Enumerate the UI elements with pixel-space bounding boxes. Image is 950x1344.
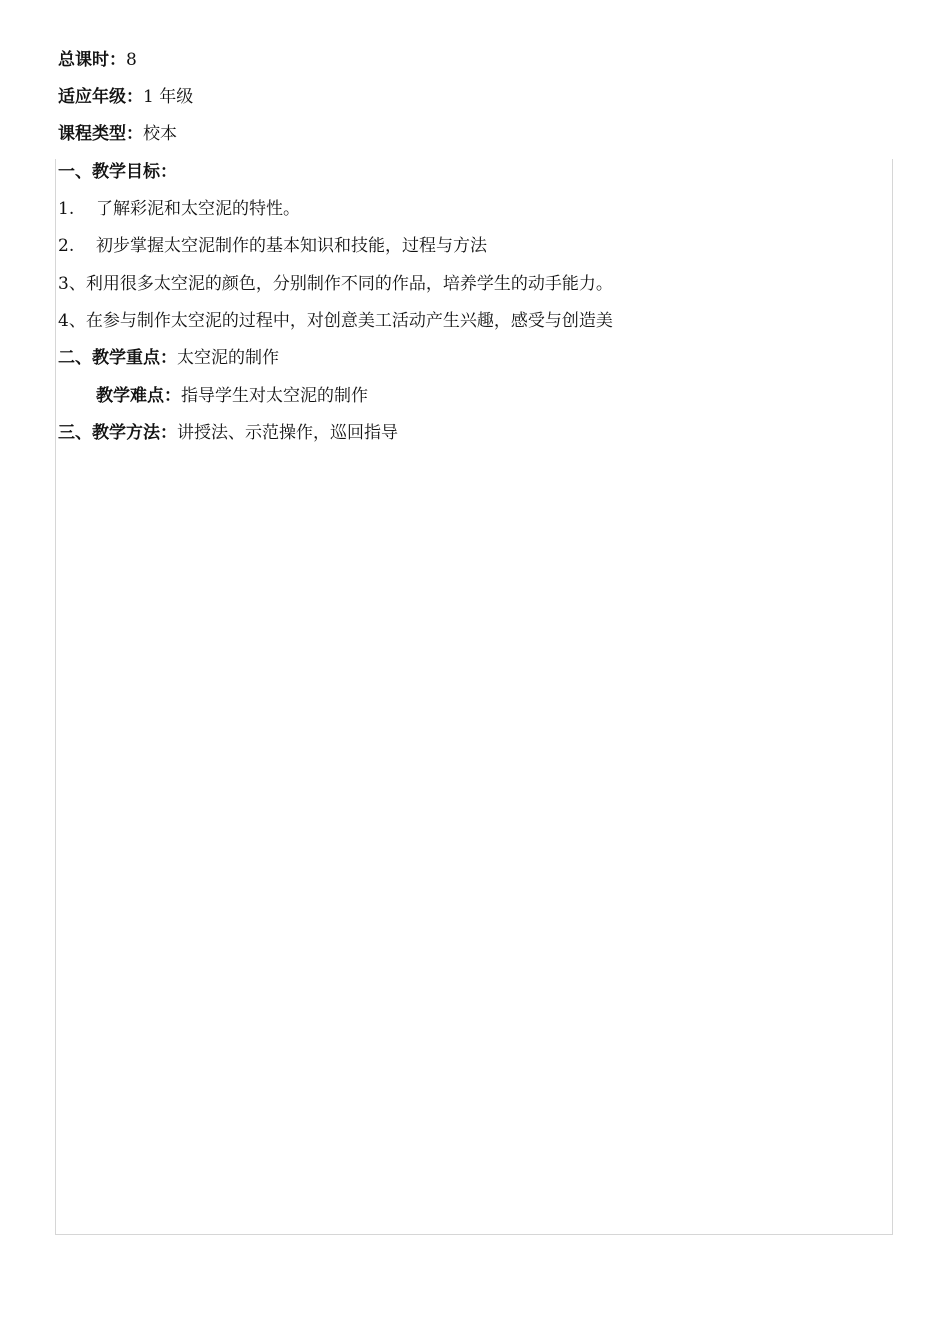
objective-number: 2. — [58, 236, 75, 256]
objective-item-1 — [58, 197, 300, 221]
key-points-row — [58, 346, 279, 370]
objective-text: 4、在参与制作太空泥的过程中，对创意美工活动产生兴趣，感受与创造美 — [58, 311, 613, 331]
grade-label: 适应年级： — [58, 87, 143, 107]
grade-value: 1 年级 — [143, 87, 194, 107]
methods-value: 讲授法、示范操作，巡回指导 — [177, 423, 398, 443]
objective-text: 3、利用很多太空泥的颜色，分别制作不同的作品，培养学生的动手能力。 — [58, 274, 613, 294]
objective-item-4 — [58, 309, 613, 333]
difficulties-row — [58, 384, 368, 408]
objective-text: 初步掌握太空泥制作的基本知识和技能，过程与方法 — [96, 236, 487, 256]
objective-item-3 — [58, 272, 613, 296]
key-points-label: 二、教学重点： — [58, 348, 177, 368]
methods-row — [58, 421, 398, 445]
methods-label: 三、教学方法： — [58, 423, 177, 443]
key-points-value: 太空泥的制作 — [177, 348, 279, 368]
course-type-label: 课程类型： — [58, 124, 143, 144]
grade-row — [58, 85, 193, 109]
difficulties-label: 教学难点： — [96, 386, 181, 406]
objectives-heading: 一、教学目标： — [58, 162, 177, 182]
difficulties-value: 指导学生对太空泥的制作 — [181, 386, 368, 406]
objective-text: 了解彩泥和太空泥的特性。 — [96, 199, 300, 219]
course-type-row — [58, 122, 177, 146]
total-hours-label: 总课时： — [58, 50, 126, 70]
course-type-value: 校本 — [143, 124, 177, 144]
total-hours-row — [58, 48, 137, 72]
total-hours-value: 8 — [126, 50, 137, 70]
objective-number: 1. — [58, 199, 75, 219]
objective-item-2 — [58, 234, 487, 258]
